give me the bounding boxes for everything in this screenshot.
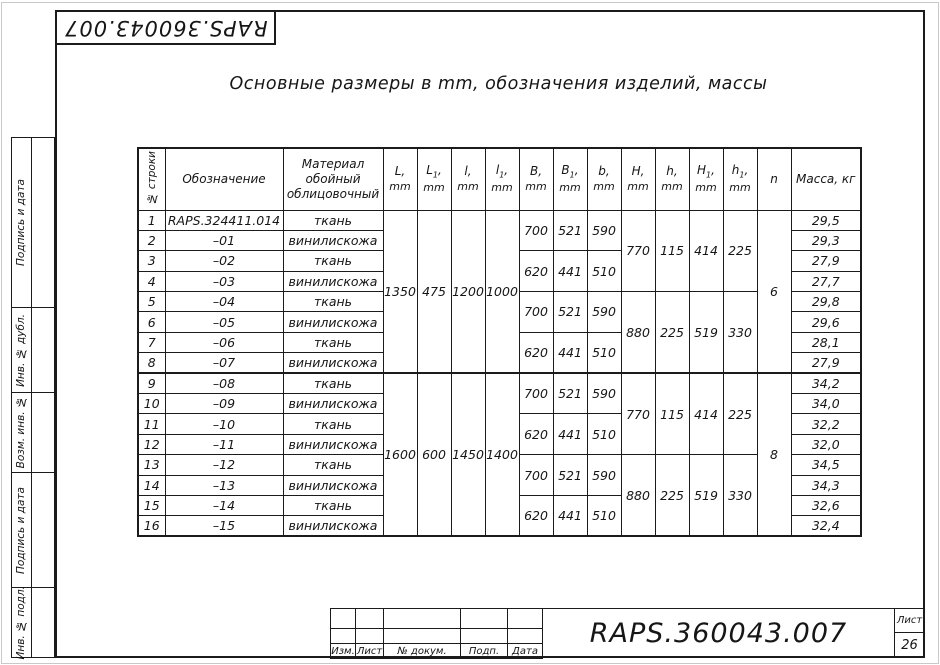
cell-material: винилискожа — [283, 434, 383, 454]
cell-dim-B1: 521 — [553, 373, 587, 414]
revision-empty-cell — [331, 629, 356, 644]
cell-mass: 27,7 — [791, 271, 861, 291]
cell-row-number: 15 — [138, 495, 165, 515]
revision-row — [331, 609, 543, 629]
cell-row-number: 5 — [138, 292, 165, 312]
cell-dim-l1: 1400 — [485, 373, 519, 536]
cell-mass: 29,6 — [791, 312, 861, 332]
header-designation: Обозначение — [165, 148, 283, 210]
cell-row-number: 9 — [138, 373, 165, 393]
cell-mass: 32,2 — [791, 414, 861, 434]
cell-mass: 32,6 — [791, 495, 861, 515]
cell-mass: 34,3 — [791, 475, 861, 495]
revision-empty-cell — [356, 629, 384, 644]
cell-designation: –09 — [165, 394, 283, 414]
header-dim: $L_1$, mm — [417, 148, 451, 210]
sidebar-box-empty-cell — [32, 588, 54, 657]
cell-dim-B: 700 — [519, 210, 553, 251]
cell-designation: –03 — [165, 271, 283, 291]
cell-dim-B: 620 — [519, 251, 553, 292]
cell-row-number: 4 — [138, 271, 165, 291]
revision-empty-cell — [461, 629, 508, 644]
cell-designation: –14 — [165, 495, 283, 515]
revision-empty-cell — [331, 609, 356, 629]
table-body — [138, 210, 861, 536]
header-n: n — [757, 148, 791, 210]
sheet-label: Лист — [895, 609, 924, 633]
cell-mass: 27,9 — [791, 251, 861, 271]
dimensions-table-wrap — [137, 147, 862, 537]
sidebar-box-label: Подпись и дата — [15, 486, 28, 574]
dimensions-table — [137, 147, 862, 537]
cell-dim-h1: 225 — [723, 373, 757, 455]
sidebar-box-empty-cell — [32, 138, 54, 307]
cell-n: 6 — [757, 210, 791, 373]
sidebar-box-empty-cell — [32, 308, 54, 392]
cell-designation: –05 — [165, 312, 283, 332]
cell-dim-L1: 475 — [417, 210, 451, 373]
cell-mass: 27,9 — [791, 353, 861, 373]
revision-empty-cell — [384, 629, 461, 644]
revision-empty-cell — [461, 609, 508, 629]
cell-material: ткань — [283, 495, 383, 515]
sidebar-box — [11, 137, 55, 307]
cell-material: винилискожа — [283, 394, 383, 414]
sidebar-box-label: Инв. № подл. — [15, 585, 28, 660]
cell-mass: 32,0 — [791, 434, 861, 454]
revision-empty-cell — [508, 609, 543, 629]
header-dim: b, mm — [587, 148, 621, 210]
cell-dim-H1: 519 — [689, 455, 723, 537]
revision-empty-cell — [356, 609, 384, 629]
cell-row-number: 16 — [138, 516, 165, 536]
sidebar-box-label: Подпись и дата — [15, 179, 28, 266]
cell-material: ткань — [283, 210, 383, 230]
cell-mass: 34,5 — [791, 455, 861, 475]
table-row — [138, 210, 861, 230]
cell-material: ткань — [283, 373, 383, 393]
cell-material: ткань — [283, 455, 383, 475]
header-dim: h, mm — [655, 148, 689, 210]
cell-mass: 28,1 — [791, 332, 861, 352]
cell-dim-b: 590 — [587, 373, 621, 414]
cell-mass: 34,0 — [791, 394, 861, 414]
cell-row-number: 1 — [138, 210, 165, 230]
revision-empty-cell — [508, 629, 543, 644]
sidebar-box-label-cell — [12, 138, 32, 307]
cell-dim-H: 770 — [621, 373, 655, 455]
cell-material: ткань — [283, 251, 383, 271]
cell-dim-b: 510 — [587, 495, 621, 536]
cell-dim-B: 620 — [519, 332, 553, 373]
gost-sidebar — [11, 137, 55, 658]
cell-dim-b: 590 — [587, 455, 621, 496]
header-dim: L, mm — [383, 148, 417, 210]
revision-label: Дата — [508, 644, 543, 659]
table-header — [138, 148, 861, 210]
cell-dim-B: 620 — [519, 414, 553, 455]
cell-mass: 29,8 — [791, 292, 861, 312]
cell-designation: –02 — [165, 251, 283, 271]
sidebar-box — [11, 392, 55, 472]
cell-dim-h1: 330 — [723, 292, 757, 374]
cell-dim-B1: 441 — [553, 495, 587, 536]
header-dim: B, mm — [519, 148, 553, 210]
cell-dim-B1: 521 — [553, 292, 587, 333]
sheet-box — [894, 608, 925, 658]
sheet-number: 26 — [901, 638, 918, 653]
cell-material: ткань — [283, 332, 383, 352]
sidebar-box — [11, 587, 55, 658]
cell-mass: 29,5 — [791, 210, 861, 230]
revision-grid — [330, 608, 542, 658]
cell-material: винилискожа — [283, 312, 383, 332]
sidebar-box — [11, 472, 55, 587]
cell-material: винилискожа — [283, 230, 383, 250]
table-row — [138, 373, 861, 393]
revision-label: Подп. — [461, 644, 508, 659]
header-dim: $H_1$, mm — [689, 148, 723, 210]
cell-dim-B1: 441 — [553, 251, 587, 292]
cell-designation: –01 — [165, 230, 283, 250]
cell-mass: 32,4 — [791, 516, 861, 536]
cell-dim-B: 620 — [519, 495, 553, 536]
cell-dim-B1: 521 — [553, 455, 587, 496]
cell-dim-l1: 1000 — [485, 210, 519, 373]
cell-dim-l: 1200 — [451, 210, 485, 373]
title-block-doc-number: RAPS.360043.007 — [542, 608, 895, 658]
cell-dim-B: 700 — [519, 292, 553, 333]
cell-dim-H1: 414 — [689, 210, 723, 292]
cell-dim-b: 510 — [587, 332, 621, 373]
cell-row-number: 12 — [138, 434, 165, 454]
cell-row-number: 3 — [138, 251, 165, 271]
header-dim: $l_1$, mm — [485, 148, 519, 210]
cell-mass: 34,2 — [791, 373, 861, 393]
cell-dim-b: 510 — [587, 414, 621, 455]
header-row — [138, 148, 861, 210]
cell-designation: –13 — [165, 475, 283, 495]
cell-designation: –07 — [165, 353, 283, 373]
cell-row-number: 14 — [138, 475, 165, 495]
cell-material: винилискожа — [283, 353, 383, 373]
sidebar-box-label-cell — [12, 585, 32, 660]
cell-dim-H1: 414 — [689, 373, 723, 455]
header-dim: H, mm — [621, 148, 655, 210]
cell-designation: –12 — [165, 455, 283, 475]
cell-dim-B: 700 — [519, 373, 553, 414]
cell-designation: –06 — [165, 332, 283, 352]
cell-dim-L1: 600 — [417, 373, 451, 536]
cell-designation: –08 — [165, 373, 283, 393]
sidebar-box-label-cell — [12, 393, 32, 472]
sidebar-box-label-cell — [12, 473, 32, 587]
cell-mass: 29,3 — [791, 230, 861, 250]
revision-row — [331, 644, 543, 659]
cell-dim-h: 115 — [655, 373, 689, 455]
cell-row-number: 2 — [138, 230, 165, 250]
sidebar-box-label: Возм. инв. № — [15, 396, 28, 469]
header-dim: $B_1$, mm — [553, 148, 587, 210]
cell-designation: RAPS.324411.014 — [165, 210, 283, 230]
cell-row-number: 11 — [138, 414, 165, 434]
cell-dim-h1: 330 — [723, 455, 757, 537]
cell-dim-H: 880 — [621, 455, 655, 537]
cell-dim-B1: 441 — [553, 414, 587, 455]
cell-designation: –10 — [165, 414, 283, 434]
cell-dim-h1: 225 — [723, 210, 757, 292]
revision-row — [331, 629, 543, 644]
revision-empty-cell — [384, 609, 461, 629]
page-title: Основные размеры в mm, обозначения изделий, массы — [229, 74, 768, 94]
header-row-number: № строки — [138, 148, 165, 210]
cell-dim-L: 1600 — [383, 373, 417, 536]
cell-n: 8 — [757, 373, 791, 536]
cell-dim-H: 880 — [621, 292, 655, 374]
cell-row-number: 7 — [138, 332, 165, 352]
cell-material: винилискожа — [283, 516, 383, 536]
cell-row-number: 10 — [138, 394, 165, 414]
revision-label: № докум. — [384, 644, 461, 659]
sidebar-box-label-cell — [12, 308, 32, 392]
cell-dim-b: 590 — [587, 210, 621, 251]
revision-label: Лист — [356, 645, 383, 657]
cell-material: винилискожа — [283, 271, 383, 291]
revision-label: Изм. — [331, 645, 355, 657]
header-dim: l, mm — [451, 148, 485, 210]
cell-dim-H: 770 — [621, 210, 655, 292]
cell-row-number: 8 — [138, 353, 165, 373]
cell-dim-H1: 519 — [689, 292, 723, 374]
sidebar-box-empty-cell — [32, 393, 54, 472]
cell-dim-b: 590 — [587, 292, 621, 333]
cell-dim-B1: 521 — [553, 210, 587, 251]
rotated-doc-number: RAPS.360043.007 — [63, 15, 268, 40]
cell-dim-h: 115 — [655, 210, 689, 292]
cell-row-number: 13 — [138, 455, 165, 475]
cell-dim-h: 225 — [655, 455, 689, 537]
cell-row-number: 6 — [138, 312, 165, 332]
revision-table — [330, 608, 543, 659]
cell-dim-h: 225 — [655, 292, 689, 374]
cell-material: ткань — [283, 414, 383, 434]
rotated-doc-number-stamp — [55, 10, 276, 45]
cell-designation: –11 — [165, 434, 283, 454]
header-material: Материал обойный облицовочный — [283, 148, 383, 210]
sidebar-box — [11, 307, 55, 392]
cell-material: винилискожа — [283, 475, 383, 495]
cell-dim-b: 510 — [587, 251, 621, 292]
cell-dim-l: 1450 — [451, 373, 485, 536]
cell-dim-B1: 441 — [553, 332, 587, 373]
cell-dim-B: 700 — [519, 455, 553, 496]
sidebar-box-label: Инв. № дубл. — [15, 313, 28, 387]
cell-dim-L: 1350 — [383, 210, 417, 373]
sidebar-box-empty-cell — [32, 473, 54, 587]
header-mass: Масса, кг — [791, 148, 861, 210]
cell-designation: –15 — [165, 516, 283, 536]
header-dim: $h_1$, mm — [723, 148, 757, 210]
cell-designation: –04 — [165, 292, 283, 312]
cell-material: ткань — [283, 292, 383, 312]
